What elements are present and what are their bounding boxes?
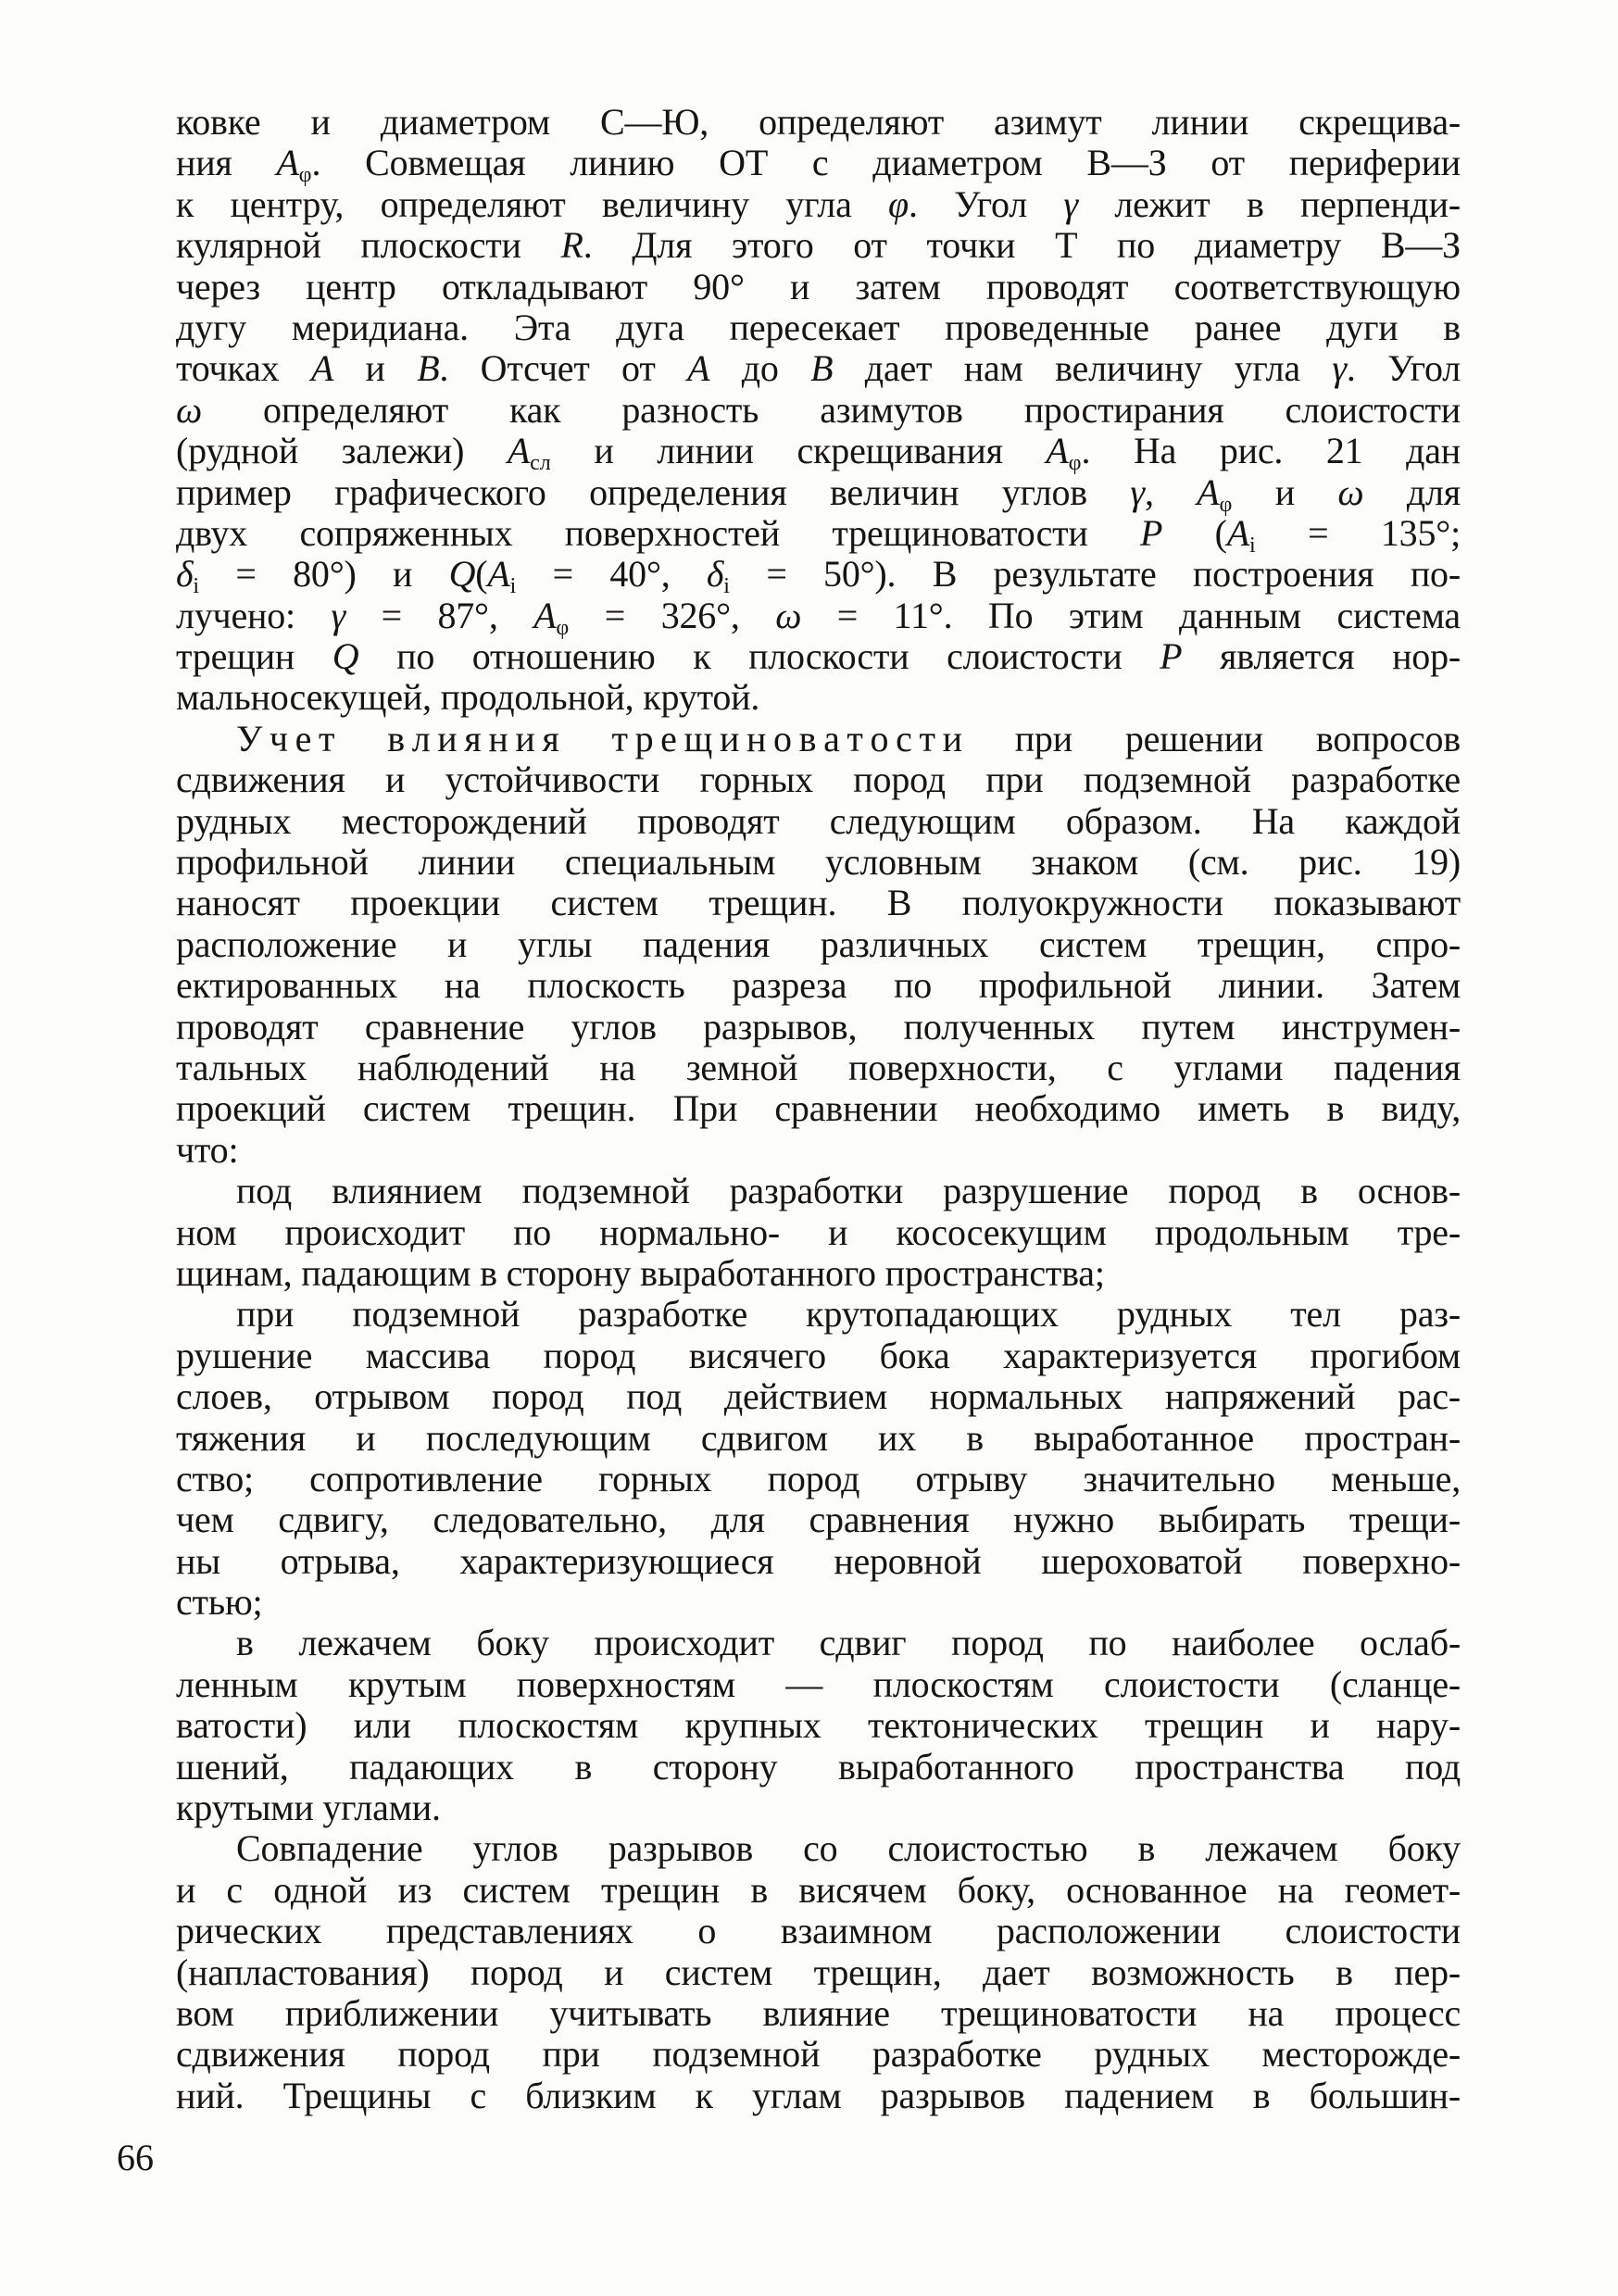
text-line: под влиянием подземной разработки разрушение пород в основ- bbox=[236, 1170, 1461, 1212]
text-line: ватости) или плоскостям крупных тектонических трещин и нару- bbox=[176, 1704, 1461, 1747]
text-line: наносят проекции систем трещин. В полуокружности показывают bbox=[176, 882, 1461, 924]
text-line: мальносекущей, продольной, крутой. bbox=[176, 676, 760, 719]
text-line: проводят сравнение углов разрывов, полученных путем инструмен- bbox=[176, 1005, 1461, 1048]
text-line: сдвижения и устойчивости горных пород при подземной разработке bbox=[176, 759, 1461, 801]
text-line: рических представлениях о взаимном расположении слоистости bbox=[176, 1910, 1461, 1952]
text-line: точках А и В. Отсчет от А до В дает нам величину угла γ. Угол bbox=[176, 347, 1461, 390]
text-line: У ч е т в л и я н и я т р е щ и н о в а т о с т и при решении вопросов bbox=[236, 717, 1461, 759]
text-line: профильной линии специальным условным знаком (см. рис. 19) bbox=[176, 841, 1461, 884]
text-line: чем сдвигу, следовательно, для сравнения нужно выбирать трещи- bbox=[176, 1499, 1461, 1541]
text-line: в лежачем боку происходит сдвиг пород по наиболее ослаб- bbox=[236, 1622, 1461, 1664]
body-text bbox=[176, 102, 1461, 2116]
text-line: тальных наблюдений на земной поверхности, с углами падения bbox=[176, 1046, 1461, 1088]
text-line: двух сопряженных поверхностей трещиноватости Р ($А_i = 135^\circ$; bbox=[176, 511, 1461, 558]
text-line: щинам, падающим в сторону выработанного пространства; bbox=[176, 1251, 1105, 1294]
text-line: при подземной разработке крутопадающих рудных тел раз- bbox=[236, 1293, 1461, 1336]
text-line: расположение и углы падения различных систем трещин, спро- bbox=[176, 922, 1461, 965]
text-line: рудных месторождений проводят следующим образом. На каждой bbox=[176, 799, 1461, 842]
text-line: через центр откладывают 90° и затем проводят соответствующую bbox=[176, 265, 1461, 307]
text-line: вом приближении учитывать влияние трещиноватости на процесс bbox=[176, 1991, 1461, 2034]
text-line: ний. Трещины с близким к углам разрывов падением в большин- bbox=[176, 2074, 1461, 2116]
text-line: ния $А_\varphi$. Совмещая линию ОТ с диаметром В—З от периферии bbox=[176, 142, 1461, 188]
text-line: ленным крутым поверхностям — плоскостям слоистости (сланце- bbox=[176, 1662, 1461, 1705]
text-line: кулярной плоскости R. Для этого от точки Т по диаметру В—З bbox=[176, 224, 1461, 267]
text-line: крутыми углами. bbox=[176, 1787, 441, 1829]
text-line: сдвижения пород при подземной разработке рудных месторожде- bbox=[176, 2033, 1461, 2076]
text-line: проекций систем трещин. При сравнении необходимо иметь в виду, bbox=[176, 1087, 1461, 1130]
text-line: к центру, определяют величину угла φ. Угол γ лежит в перпенди- bbox=[176, 182, 1461, 225]
text-line: (напластования) пород и систем трещин, дает возможность в пер- bbox=[176, 1951, 1461, 1993]
text-line: пример графического определения величин углов γ, $А_\varphi$ и ω для bbox=[176, 470, 1461, 517]
text-line: ном происходит по нормально- и кососекущим продольным тре- bbox=[176, 1211, 1461, 1253]
text-line: и с одной из систем трещин в висячем боку, основанное на геомет- bbox=[176, 1868, 1461, 1911]
text-line: ω определяют как разность азимутов простирания слоистости bbox=[176, 388, 1461, 431]
text-line: рушение массива пород висячего бока характеризуется прогибом bbox=[176, 1334, 1461, 1376]
text-line: стью; bbox=[176, 1581, 263, 1624]
text-line: дугу меридиана. Эта дуга пересекает проведенные ранее дуги в bbox=[176, 306, 1461, 348]
text-line: $\delta_i = 80^\circ$) и $Q(А_i = 40^\circ$, $\delta_i = 50^\circ$). В результате построения по- bbox=[176, 553, 1461, 599]
text-line: ектированных на плоскость разреза по профильной линии. Затем bbox=[176, 964, 1461, 1007]
text-line: ны отрыва, характеризующиеся неровной шероховатой поверхно- bbox=[176, 1539, 1461, 1582]
text-line: ство; сопротивление горных пород отрыву значительно меньше, bbox=[176, 1457, 1461, 1499]
text-line: лучено: γ = 87°, $А_\varphi = 326^\circ$, ω = 11°. По этим данным система bbox=[176, 594, 1461, 640]
text-line: что: bbox=[176, 1128, 239, 1171]
page-number: 66 bbox=[117, 2137, 154, 2178]
text-line: ковке и диаметром С—Ю, определяют азимут линии скрещива- bbox=[176, 101, 1461, 143]
text-line: тяжения и последующим сдвигом их в выработанное простран- bbox=[176, 1416, 1461, 1459]
text-line: шений, падающих в сторону выработанного пространства под bbox=[176, 1745, 1461, 1788]
text-line: (рудной залежи) $А_{сл}$ и линии скрещивания $А_\varphi$. На рис. 21 дан bbox=[176, 430, 1461, 476]
text-line: трещин Q по отношению к плоскости слоистости Р является нор- bbox=[176, 635, 1461, 678]
text-line: слоев, отрывом пород под действием нормальных напряжений рас- bbox=[176, 1375, 1461, 1418]
text-line: Совпадение углов разрывов со слоистостью в лежачем боку bbox=[236, 1827, 1461, 1870]
